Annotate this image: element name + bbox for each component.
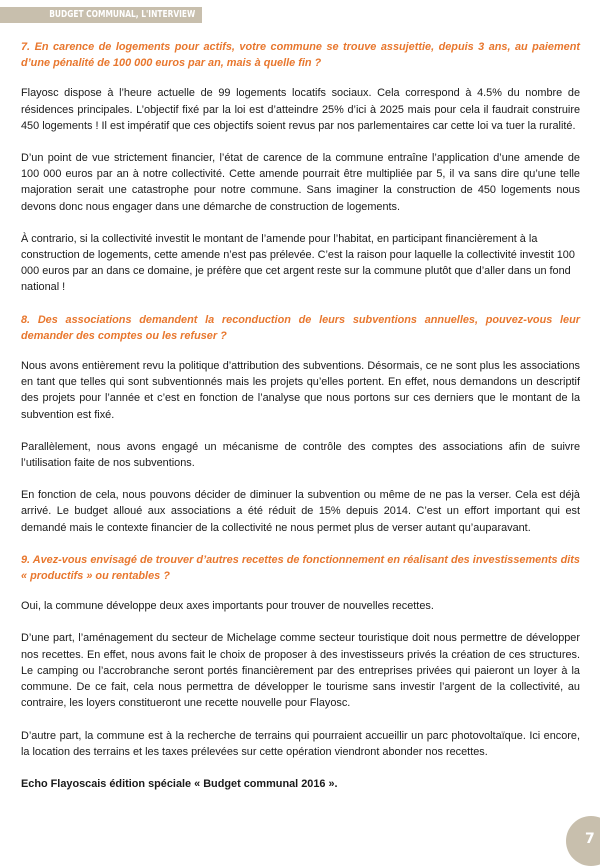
paragraph: D’une part, l’aménagement du secteur de Michelage comme secteur touristique doit nous permettre de développer nos recettes. En effet, nous avons fait le choix de proposer à des investisseurs privés la création de ces structures. Le camping ou l’accrobranche seront portés financièrement par des entreprises privées qui paieront un loyer à la commune. De ce fait, cela nous permettra de développer le tourisme sans investir l’argent de la collectivité, au contraire, les loyers constitueront une recette nouvelle pour Flayosc. — [21, 632, 580, 710]
paragraph: Oui, la commune développe deux axes importants pour trouver de nouvelles recettes. — [21, 600, 434, 613]
paragraph: À contrario, si la collectivité investit le montant de l’amende pour l’habitat, en participant financièrement à la construction de logements, cette amende n’est pas prélevée. C’est la raison pour laquelle la collectivité investit 100 000 euros par an dans ce domaine, je préfère que cet argent reste sur la commune plutôt que d’aller dans un fond national ! — [21, 232, 575, 294]
section-8 — [21, 312, 580, 536]
page-number-badge — [566, 816, 600, 866]
question-8: 8. Des associations demandent la reconduction de leurs subventions annuelles, pouvez-vous leur demander des comptes ou les refuser ? — [21, 313, 580, 342]
paragraph: En fonction de cela, nous pouvons décider de diminuer la subvention ou même de ne pas la verser. Cela est déjà arrivé. Le budget alloué aux associations a été réduit de 15% depuis 2014. C’est un effort important qui est demandé mais le contexte financier de la collectivité ne nous permet plus de verser autant qu’auparavant. — [21, 489, 580, 534]
page-number: 7 — [585, 831, 595, 847]
section-9 — [21, 552, 580, 760]
paragraph: Flayosc dispose à l’heure actuelle de 99 logements locatifs sociaux. Cela correspond à 4.5% du nombre de résidences principales. L’objectif fixé par la loi est d’atteindre 25% d’ici à 2025 mais pour cela il faudrait construire 450 logements ! Il est impératif que ces objectifs soient revus par nos parlementaires car cette loi va tuer la ruralité. — [21, 87, 580, 132]
section-7 — [21, 39, 580, 296]
header-bar — [0, 7, 202, 23]
question-7: 7. En carence de logements pour actifs, votre commune se trouve assujettie, depuis 3 ans, au paiement d’une pénalité de 100 000 euros par an, mais à quelle fin ? — [21, 41, 580, 70]
paragraph: D’un point de vue strictement financier, l’état de carence de la commune entraîne l’application d’une amende de 100 000 euros par an à notre collectivité. Cette amende pourrait être multipliée par 5, il va sans dire qu’une telle majoration serait une catastrophe pour notre commune. Sans imaginer la construction de 450 logements nous devons donc nous engager dans une démarche de construction de logements. — [21, 152, 580, 213]
question-9: 9. Avez-vous envisagé de trouver d’autres recettes de fonctionnement en réalisant des investissements dits « productifs » ou rentables ? — [21, 553, 580, 583]
paragraph: Nous avons entièrement revu la politique d’attribution des subventions. Désormais, ce ne sont plus les associations en tant que telles qui sont subventionnés mais les projets qu’elles portent. En effet, nous demandons un descriptif des projets pour l’année et c’est en fonction de l’analyse que nous portons sur ces derniers que le montant de la subvention est fixé. — [21, 360, 580, 421]
paragraph: D’autre part, la commune est à la recherche de terrains qui pourraient accueillir un parc photovoltaïque. Ici encore, la location des terrains et les taxes prélevées sur cette opération viendront abonder nos recettes. — [21, 729, 580, 758]
article-body — [21, 39, 580, 792]
source-signature: Echo Flayoscais édition spéciale « Budget communal 2016 ». — [21, 777, 338, 790]
paragraph: Parallèlement, nous avons engagé un mécanisme de contrôle des comptes des associations afin de suivre l’utilisation faite de nos subventions. — [21, 440, 580, 470]
section-title: BUDGET COMMUNAL, L'INTERVIEW — [48, 9, 195, 20]
